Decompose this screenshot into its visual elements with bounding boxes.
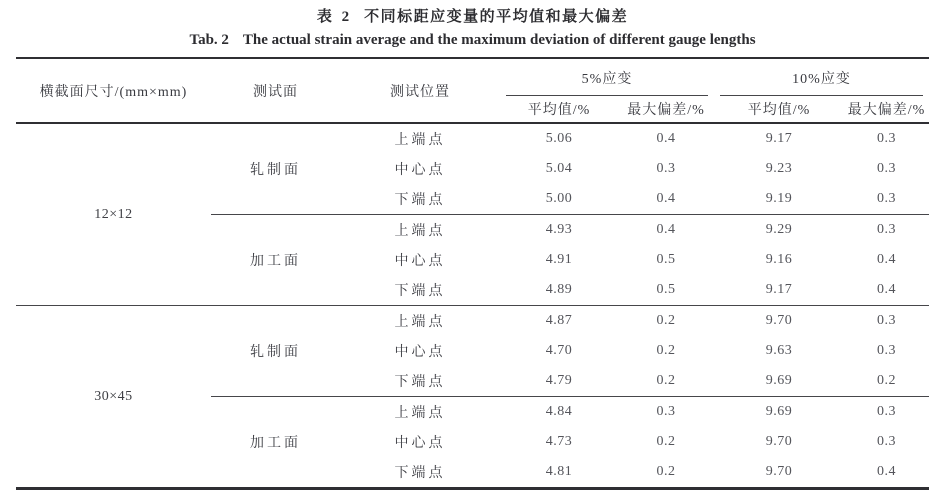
value-cell: 0.3: [877, 343, 896, 358]
position-cell: 中心点: [394, 436, 446, 451]
value-cell: 0.3: [877, 434, 896, 449]
table-title-en-text: The actual strain average and the maximum deviation of different gauge lengths: [242, 32, 756, 48]
value-cell: 9.17: [765, 131, 793, 146]
value-cell: 4.91: [545, 252, 573, 267]
value-cell: 4.73: [545, 434, 573, 449]
position-cell: 上端点: [394, 133, 446, 148]
value-cell: 9.70: [765, 464, 793, 479]
position-cell: 下端点: [394, 375, 446, 390]
value-cell: 0.3: [877, 191, 896, 206]
col-header-avg-5: 平均值/%: [500, 96, 618, 123]
value-cell: 0.4: [877, 464, 896, 479]
table-title-en: [0, 28, 945, 52]
table-row: [16, 306, 929, 337]
position-cell: 下端点: [394, 193, 446, 208]
table-titles: [0, 0, 945, 52]
value-cell: 0.3: [656, 161, 676, 176]
col-header-maxdev-5: 最大偏差/%: [618, 96, 714, 123]
value-cell: 0.4: [877, 282, 896, 297]
value-cell: 9.69: [714, 397, 844, 428]
value-cell: 4.87: [500, 306, 618, 337]
col-group-strain5: 5%应变: [500, 58, 714, 96]
value-cell: 4.79: [545, 373, 573, 388]
value-cell: 5.00: [545, 191, 573, 206]
value-cell: 9.63: [765, 343, 793, 358]
position-cell: 下端点: [394, 466, 446, 481]
value-cell: 4.81: [545, 464, 573, 479]
value-cell: 0.3: [877, 161, 896, 176]
value-cell: 4.84: [500, 397, 618, 428]
value-cell: 0.2: [656, 373, 676, 388]
col-header-position: 测试位置: [340, 58, 500, 123]
value-cell: 4.70: [545, 343, 573, 358]
value-cell: 9.23: [765, 161, 793, 176]
header-row-groups: [16, 58, 929, 96]
table-number-en: Tab. 2: [189, 32, 229, 48]
value-cell: 9.29: [714, 215, 844, 246]
col-group-strain10: 10%应变: [714, 58, 929, 96]
table-row: [16, 123, 929, 154]
value-cell: 0.3: [844, 306, 929, 337]
size-cell: 30×45: [16, 306, 211, 489]
position-cell: 中心点: [394, 163, 446, 178]
col-header-surface: 测试面: [211, 58, 340, 123]
value-cell: 0.2: [618, 306, 714, 337]
value-cell: 9.16: [765, 252, 793, 267]
value-cell: 0.5: [656, 252, 676, 267]
surface-cell: 轧制面: [211, 306, 340, 397]
table-title-zh: [0, 6, 945, 28]
position-cell: 下端点: [394, 284, 446, 299]
value-cell: 9.17: [765, 282, 793, 297]
value-cell: 0.4: [656, 131, 676, 146]
table-title-zh-text: 不同标距应变量的平均值和最大偏差: [364, 9, 629, 25]
position-cell: 上端点: [340, 306, 500, 337]
value-cell: 5.06: [545, 131, 573, 146]
value-cell: 9.69: [765, 373, 793, 388]
col-header-avg-10: 平均值/%: [714, 96, 844, 123]
position-cell: 上端点: [340, 215, 500, 246]
value-cell: 0.3: [618, 397, 714, 428]
position-cell: 中心点: [394, 345, 446, 360]
position-cell: 上端点: [340, 397, 500, 428]
value-cell: 0.2: [877, 373, 896, 388]
col-header-size: 横截面尺寸/(mm×mm): [16, 58, 211, 123]
value-cell: 9.70: [714, 306, 844, 337]
value-cell: 0.2: [656, 343, 676, 358]
value-cell: 9.70: [765, 434, 793, 449]
value-cell: 0.4: [618, 215, 714, 246]
col-header-maxdev-10: 最大偏差/%: [844, 96, 929, 123]
value-cell: 0.3: [844, 397, 929, 428]
value-cell: 0.3: [877, 131, 896, 146]
value-cell: 9.19: [765, 191, 793, 206]
value-cell: 0.2: [656, 434, 676, 449]
value-cell: 0.3: [844, 215, 929, 246]
surface-cell: 轧制面: [249, 163, 301, 178]
value-cell: 0.5: [656, 282, 676, 297]
table-number-zh: 表 2: [316, 9, 353, 25]
surface-cell: 加工面: [211, 397, 340, 489]
value-cell: 4.93: [500, 215, 618, 246]
position-cell: 中心点: [394, 254, 446, 269]
value-cell: 0.4: [877, 252, 896, 267]
strain-data-table: [16, 57, 929, 490]
surface-cell: 加工面: [211, 215, 340, 306]
value-cell: 0.2: [656, 464, 676, 479]
size-cell: 12×12: [94, 206, 133, 222]
value-cell: 4.89: [545, 282, 573, 297]
value-cell: 0.4: [656, 191, 676, 206]
value-cell: 5.04: [545, 161, 573, 176]
